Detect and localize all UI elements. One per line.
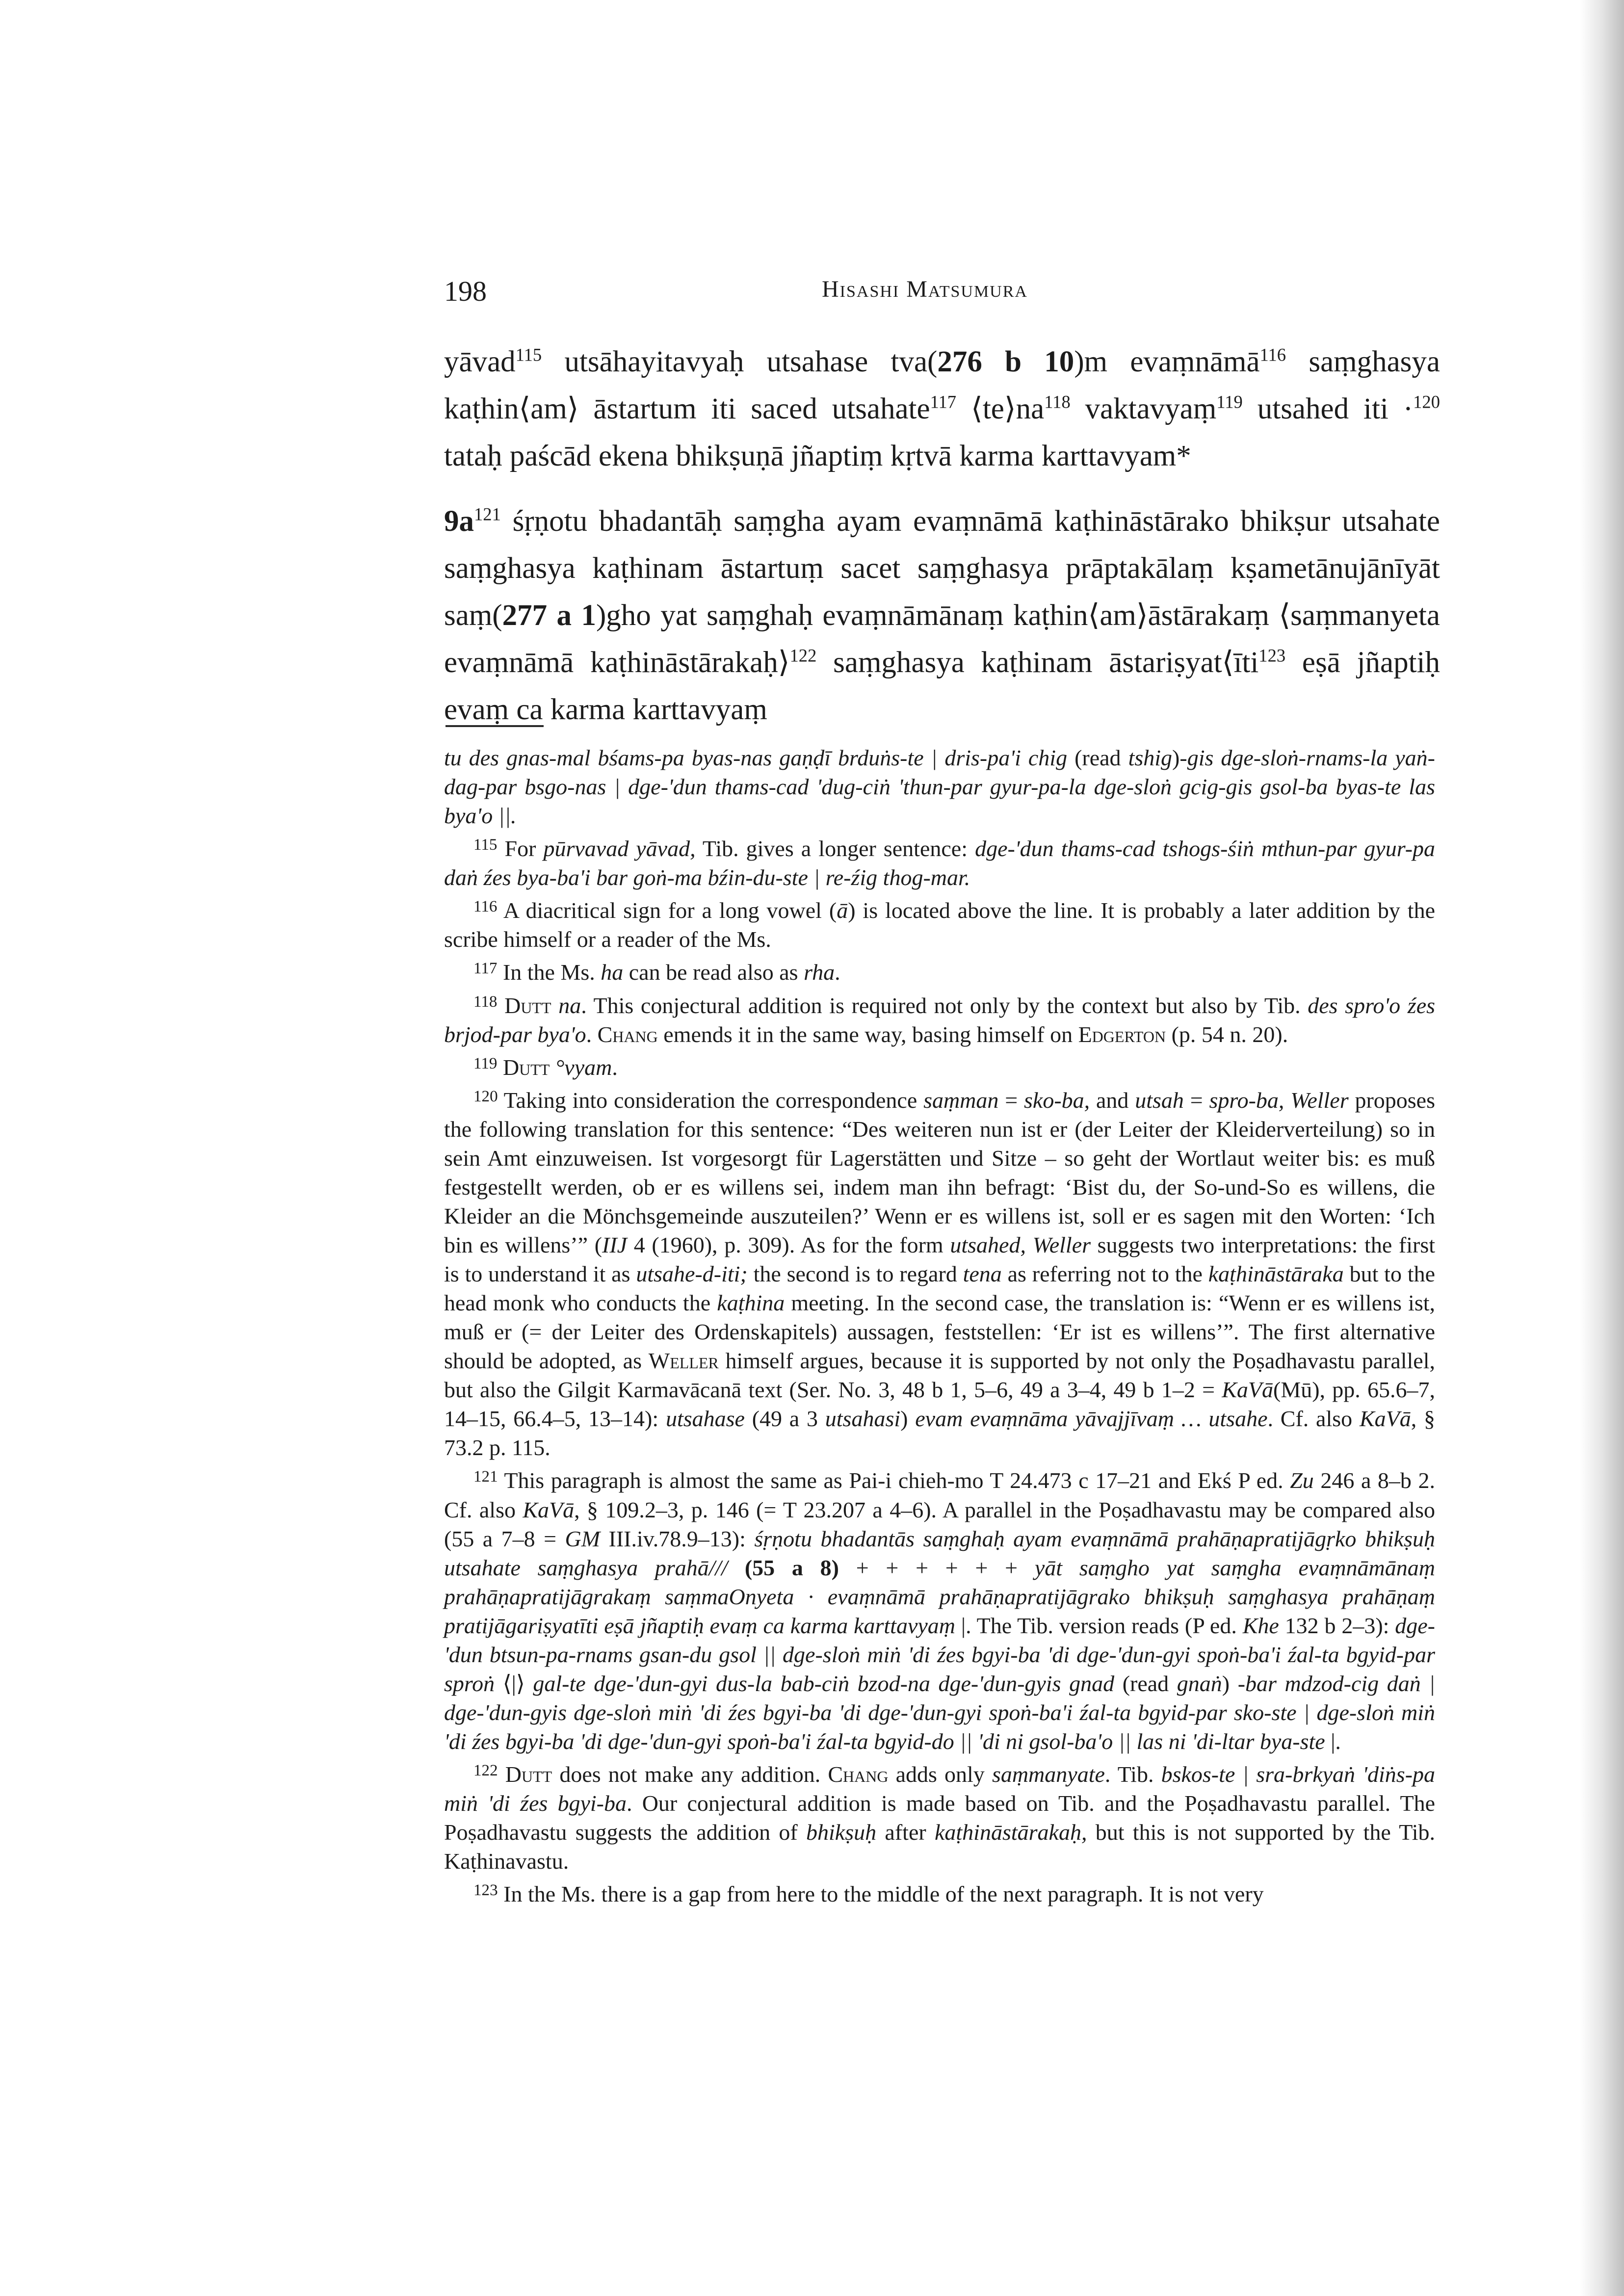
page-number: 198 [444,275,487,307]
footnote-ref: 117 [930,391,957,412]
footnote-ref: 115 [515,344,542,365]
folio-reference: 277 a 1 [502,599,596,632]
footnote-ref: 122 [789,645,817,666]
footnote-ref: 123 [1258,645,1286,666]
main-text-block-1 [444,339,1440,480]
footnote-118: $^{118}$ Dutt na. This conjectural addition is required not only by the context but also by Tib. des spro'o źes brjod-par bya'o. Chang emends it in the same way, basing himself on Edgerton (p. 54 n. 20). [444,992,1436,1047]
footnote-122: $^{122}$ Dutt does not make any addition. Chang adds only saṃmanyate. Tib. bskos-te | sra-brkyaṅ 'diṅs-pa miṅ 'di źes bgyi-ba. Our conjectural addition is made based on Tib. and the Poṣadhavastu parallel. The Poṣadhavastu suggests the addition of bhikṣuḥ after kaṭhināstārakaḥ, but this is not supported by the Tib. Kaṭhinavastu. [444,1761,1436,1874]
page-edge-shadow [1580,0,1624,2296]
footnote-121: $^{121}$ This paragraph is almost the same as Pai-i chieh-mo T 24.473 c 17–21 and Ekś P ed. Zu 246 a 8–b 2. Cf. also KaVā, § 109.2–3, p. 146 (= T 23.207 a 4–6). A parallel in the Poṣadhavastu may be compared also (55 a 7–8 = GM III.iv.78.9–13): śṛṇotu bhadantās saṃghaḥ ayam evaṃnāmā prahāṇapratijāgṛko bhikṣuḥ utsahate saṃghasya prahā/// (55 a 8) + + + + + + yāt saṃgho yat saṃgha evaṃnāmānaṃ prahāṇapratijāgrakaṃ saṃmaOnyeta · evaṃnāmā prahāṇapratijāgrako bhikṣuḥ saṃghasya prahāṇaṃ pratijāgariṣyatīti eṣā jñaptiḥ evaṃ ca karma karttavyaṃ |. The Tib. version reads (P ed. Khe 132 b 2–3): dge-'dun btsun-pa-rnams gsan-du gsol || dge-sloṅ miṅ 'di źes bgyi-ba 'di dge-'dun-gyi spoṅ-ba'i źal-ta bgyid-par sproṅ ⟨|⟩ gal-te dge-'dun-gyi dus-la bab-ciṅ bzod-na dge-'dun-gyis gnad (read gnaṅ) -bar mdzod-cig daṅ | dge-'dun-gyis dge-sloṅ miṅ 'di źes bgyi-ba 'di dge-'dun-gyi spoṅ-ba'i źal-ta bgyid-par sko-ste | dge-sloṅ miṅ 'di źes bgyi-ba 'di dge-'dun-gyi spoṅ-ba'i źal-ta bgyid-do || 'di ni gsol-ba'o || las ni 'di-ltar bya-ste |. [444,1467,1436,1754]
main-paragraph-2: $9a^{121}$ śṛṇotu bhadantāḥ saṃgha ayam evaṃnāmā kaṭhināstārako bhikṣur utsahate saṃghasya kaṭhinam āstartuṃ sacet saṃghasya prāptakālaṃ kṣametānujānīyāt saṃ(277 a 1)gho yat saṃghaḥ evaṃnāmānaṃ kaṭhin⟨am⟩āstārakaṃ ⟨saṃmanyeta evaṃnāmā kaṭhināstārakaḥ⟩$^{122}$ saṃghasya kaṭhinam āstariṣyat⟨īti$^{123}$ eṣā jñaptiḥ evaṃ ca karma karttavyaṃ [444,504,1441,726]
footnote-115: $^{115}$ For pūrvavad yāvad, Tib. gives a longer sentence: dge-'dun thams-cad tshogs-śiṅ mthun-par gyur-pa daṅ źes bya-ba'i bar goṅ-ma bźin-du-ste | re-źig thog-mar. [444,835,1436,890]
footnote-117: $^{117}$ In the Ms. ha can be read also as rha. [473,959,840,985]
footnote-continuation: tu des gnas-mal bśams-pa byas-nas gaṇḍī brduṅs-te | dris-pa'i chig (read tshig)-gis dge-sloṅ-rnams-la yaṅ-dag-par bsgo-nas | dge-'dun thams-cad 'dug-ciṅ 'thun-par gyur-pa-la dge-sloṅ gcig-gis gsol-ba byas-te las bya'o ||. [444,745,1435,828]
footnote-120: $^{120}$ Taking into consideration the correspondence saṃman = sko-ba, and utsah = spro-ba, Weller proposes the following translation for this sentence: “Des weiteren nun ist er (der Leiter der Kleiderverteilung) so in sein Amt einzuweisen. Ist vorgesorgt für Lagerstätten und Sitze – so geht der Wortlaut weiter bis: es muß festgestellt werden, ob er es willens sei, indem man ihn befragt: ‘Bist du, der So-und-So es willens, die Kleider an die Mönchsgemeinde auszuteilen?’ Wenn er es willens ist, soll er es sagen mit den Worten: ‘Ich bin es willens’” (IIJ 4 (1960), p. 309). As for the form utsahed, Weller suggests two interpretations: the first is to understand it as utsahe-d-iti; the second is to regard tena as referring not to the kaṭhināstāraka but to the head monk who conducts the kaṭhina meeting. In the second case, the translation is: “Wenn er es willens ist, muß er (= der Leiter des Ordenskapitels) aussagen, feststellen: ‘Er ist es willens’”. The first alternative should be adopted, as Weller himself argues, because it is supported by not only the Poṣadhavastu parallel, but also the Gilgit Karmavācanā text (Ser. No. 3, 48 b 1, 5–6, 49 a 3–4, 49 b 1–2 = KaVā(Mū), pp. 65.6–7, 14–15, 66.4–5, 13–14): utsahase (49 a 3 utsahasi) evam evaṃnāma yāvajjīvaṃ … utsahe. Cf. also KaVā, § 73.2 p. 115. [444,1087,1436,1461]
main-paragraph-1: yāvad$^{115}$ utsāhayitavyaḥ utsahase tva(276 b 10)m evaṃnāmā$^{116}$ saṃghasya kaṭhin⟨am⟩ āstartum iti saced utsahate$^{117}$ $⟨te⟩na^{118}$ vaktavyaṃ$^{119}$ utsahed iti ·$^{120}$ tataḥ paścād ekena bhikṣuṇā jñaptiṃ kṛtvā karma karttavyam* [444,344,1440,472]
footnote-ref: 119 [1216,391,1243,412]
page-header [444,275,1406,309]
main-text-block-2 [444,498,1440,733]
footnote-ref: 121 [474,504,501,524]
footnote-123: $^{123}$ In the Ms. there is a gap from here to the middle of the next paragraph. It is not very [473,1880,1264,1907]
footnote-separator [445,725,544,727]
footnotes [444,743,1435,1908]
footnote-ref: 118 [1044,391,1071,412]
footnote-119: $^{119}$ Dutt °vyam. [473,1054,618,1080]
footnote-ref: 120 [1413,391,1440,412]
running-head: Hisashi Matsumura [822,276,1028,302]
footnote-ref: 116 [1259,344,1286,365]
section-number: 9a [444,505,474,538]
folio-reference: 276 b 10 [937,345,1074,378]
footnote-116: $^{116}$ A diacritical sign for a long vowel (ā) is located above the line. It is probably a later addition by the scribe himself or a reader of the Ms. [444,897,1435,952]
